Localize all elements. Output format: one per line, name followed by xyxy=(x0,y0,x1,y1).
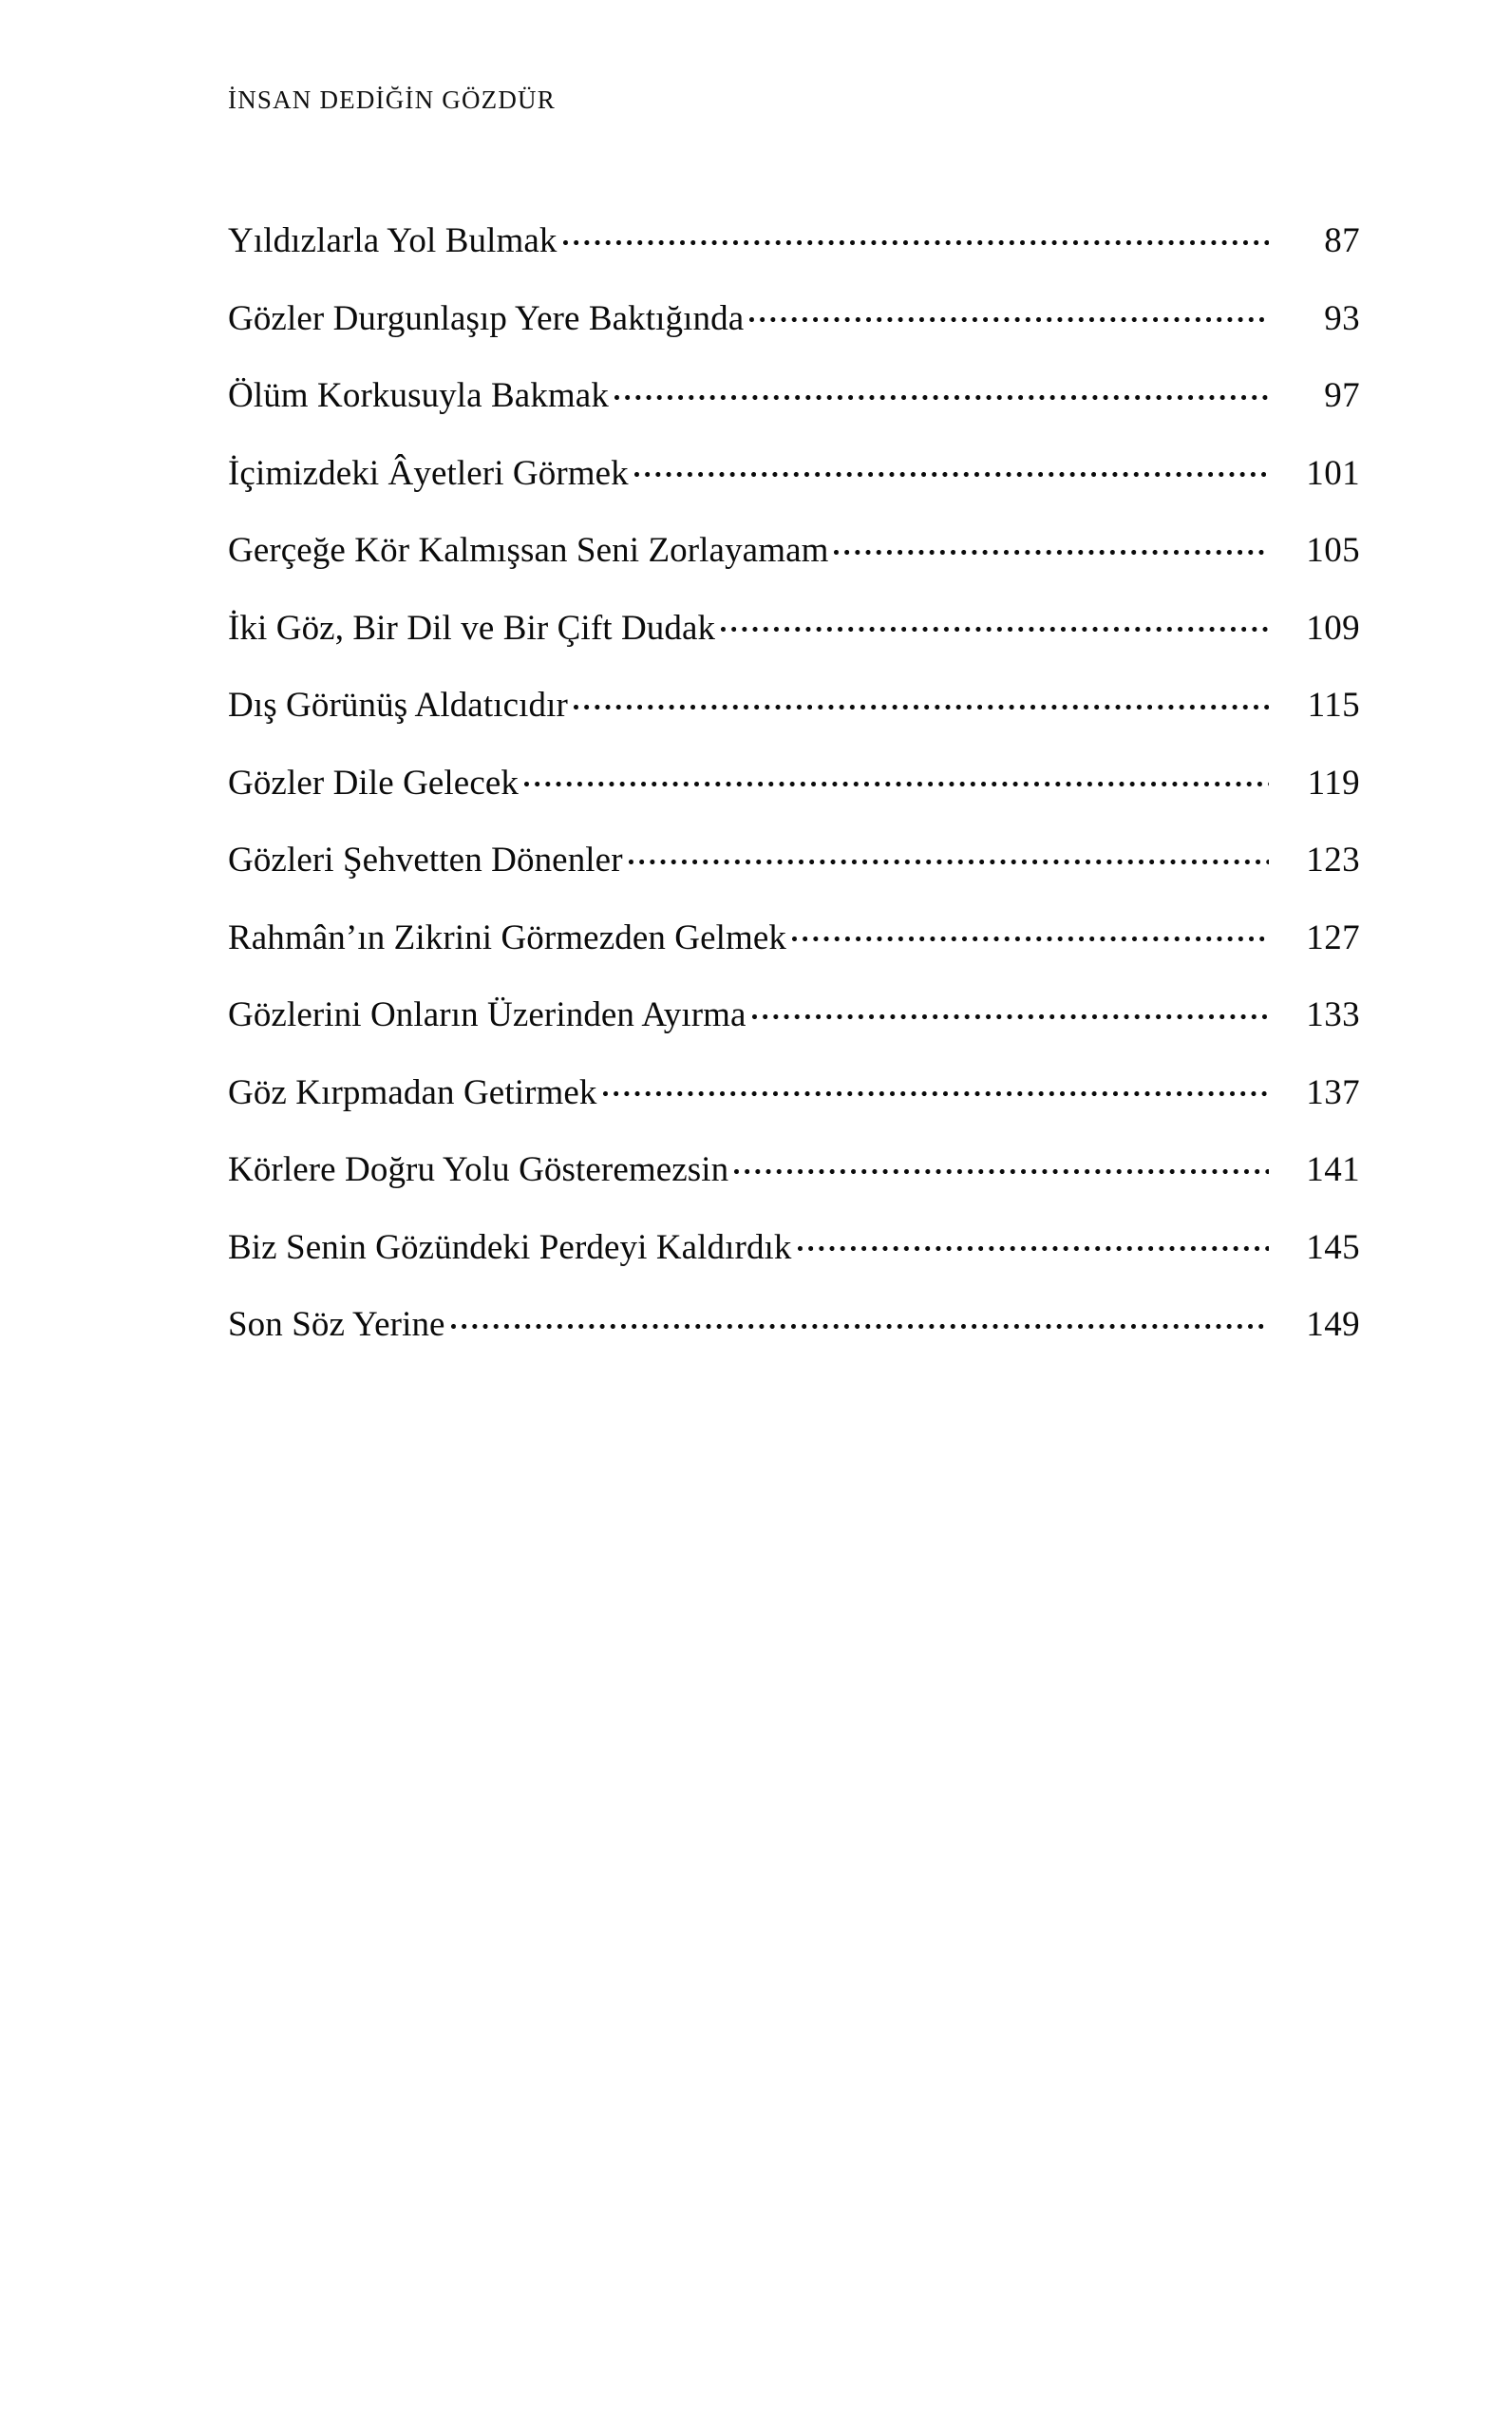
toc-entry-page-number: 149 xyxy=(1306,1305,1360,1344)
toc-entry-title: Gözler Durgunlaşıp Yere Baktığında xyxy=(228,298,745,338)
toc-entry-title: Körlere Doğru Yolu Gösteremezsin xyxy=(228,1150,729,1189)
toc-entry[interactable] xyxy=(228,371,1360,449)
toc-entry-page-number: 97 xyxy=(1324,376,1360,415)
toc-entry[interactable] xyxy=(228,1300,1360,1378)
toc-entry-title: Dış Görünüş Aldatıcıdır xyxy=(228,686,568,725)
toc-entry[interactable] xyxy=(228,217,1360,294)
toc-dot-leader xyxy=(634,449,1269,484)
toc-entry-page-number: 137 xyxy=(1306,1072,1360,1112)
toc-dot-leader xyxy=(734,1145,1269,1181)
toc-entry[interactable] xyxy=(228,991,1360,1069)
toc-entry-title: İki Göz, Bir Dil ve Bir Çift Dudak xyxy=(228,608,716,648)
toc-entry-title: Biz Senin Gözündeki Perdeyi Kaldırdık xyxy=(228,1227,792,1267)
toc-entry-page-number: 93 xyxy=(1324,298,1360,338)
toc-entry-page-number: 133 xyxy=(1306,995,1360,1034)
toc-dot-leader xyxy=(563,217,1270,252)
toc-entry-title: Gerçeğe Kör Kalmışsan Seni Zorlayamam xyxy=(228,531,829,570)
table-of-contents xyxy=(228,217,1360,1378)
toc-entry[interactable] xyxy=(228,914,1360,992)
toc-entry-page-number: 145 xyxy=(1306,1227,1360,1267)
toc-dot-leader xyxy=(798,1223,1269,1258)
toc-entry[interactable] xyxy=(228,759,1360,837)
toc-entry-title: Ölüm Korkusuyla Bakmak xyxy=(228,376,609,415)
toc-dot-leader xyxy=(451,1300,1269,1335)
toc-entry-title: Son Söz Yerine xyxy=(228,1305,445,1344)
toc-entry-title: Gözler Dile Gelecek xyxy=(228,763,519,803)
toc-entry[interactable] xyxy=(228,449,1360,527)
toc-entry[interactable] xyxy=(228,1069,1360,1146)
toc-entry-title: Gözleri Şehvetten Dönenler xyxy=(228,841,623,880)
toc-dot-leader xyxy=(721,604,1269,639)
toc-entry[interactable] xyxy=(228,604,1360,682)
toc-dot-leader xyxy=(614,371,1269,407)
toc-entry-page-number: 87 xyxy=(1324,221,1360,260)
toc-dot-leader xyxy=(749,294,1269,330)
toc-entry-page-number: 141 xyxy=(1306,1150,1360,1189)
toc-entry[interactable] xyxy=(228,526,1360,604)
toc-entry-page-number: 109 xyxy=(1306,608,1360,648)
toc-entry[interactable] xyxy=(228,681,1360,759)
toc-entry[interactable] xyxy=(228,1223,1360,1301)
toc-entry-title: Gözlerini Onların Üzerinden Ayırma xyxy=(228,995,747,1034)
toc-entry-page-number: 127 xyxy=(1306,918,1360,957)
toc-dot-leader xyxy=(603,1069,1269,1104)
toc-entry-title: Göz Kırpmadan Getirmek xyxy=(228,1072,597,1112)
running-header-title: İNSAN DEDİĞİN GÖZDÜR xyxy=(228,85,556,114)
toc-entry-page-number: 123 xyxy=(1306,841,1360,880)
toc-entry-page-number: 119 xyxy=(1307,763,1360,803)
toc-dot-leader xyxy=(752,991,1269,1026)
toc-dot-leader xyxy=(834,526,1269,561)
toc-entry-title: İçimizdeki Âyetleri Görmek xyxy=(228,453,629,493)
toc-entry[interactable] xyxy=(228,1145,1360,1223)
toc-entry[interactable] xyxy=(228,836,1360,914)
toc-entry-title: Yıldızlarla Yol Bulmak xyxy=(228,221,558,260)
toc-entry-title: Rahmân’ın Zikrini Görmezden Gelmek xyxy=(228,918,787,957)
toc-entry-page-number: 115 xyxy=(1307,686,1360,725)
toc-dot-leader xyxy=(629,836,1269,871)
toc-entry-page-number: 105 xyxy=(1306,531,1360,570)
toc-dot-leader xyxy=(792,914,1269,949)
toc-dot-leader xyxy=(524,759,1269,794)
toc-entry[interactable] xyxy=(228,294,1360,372)
toc-dot-leader xyxy=(574,681,1269,716)
toc-entry-page-number: 101 xyxy=(1306,453,1360,493)
